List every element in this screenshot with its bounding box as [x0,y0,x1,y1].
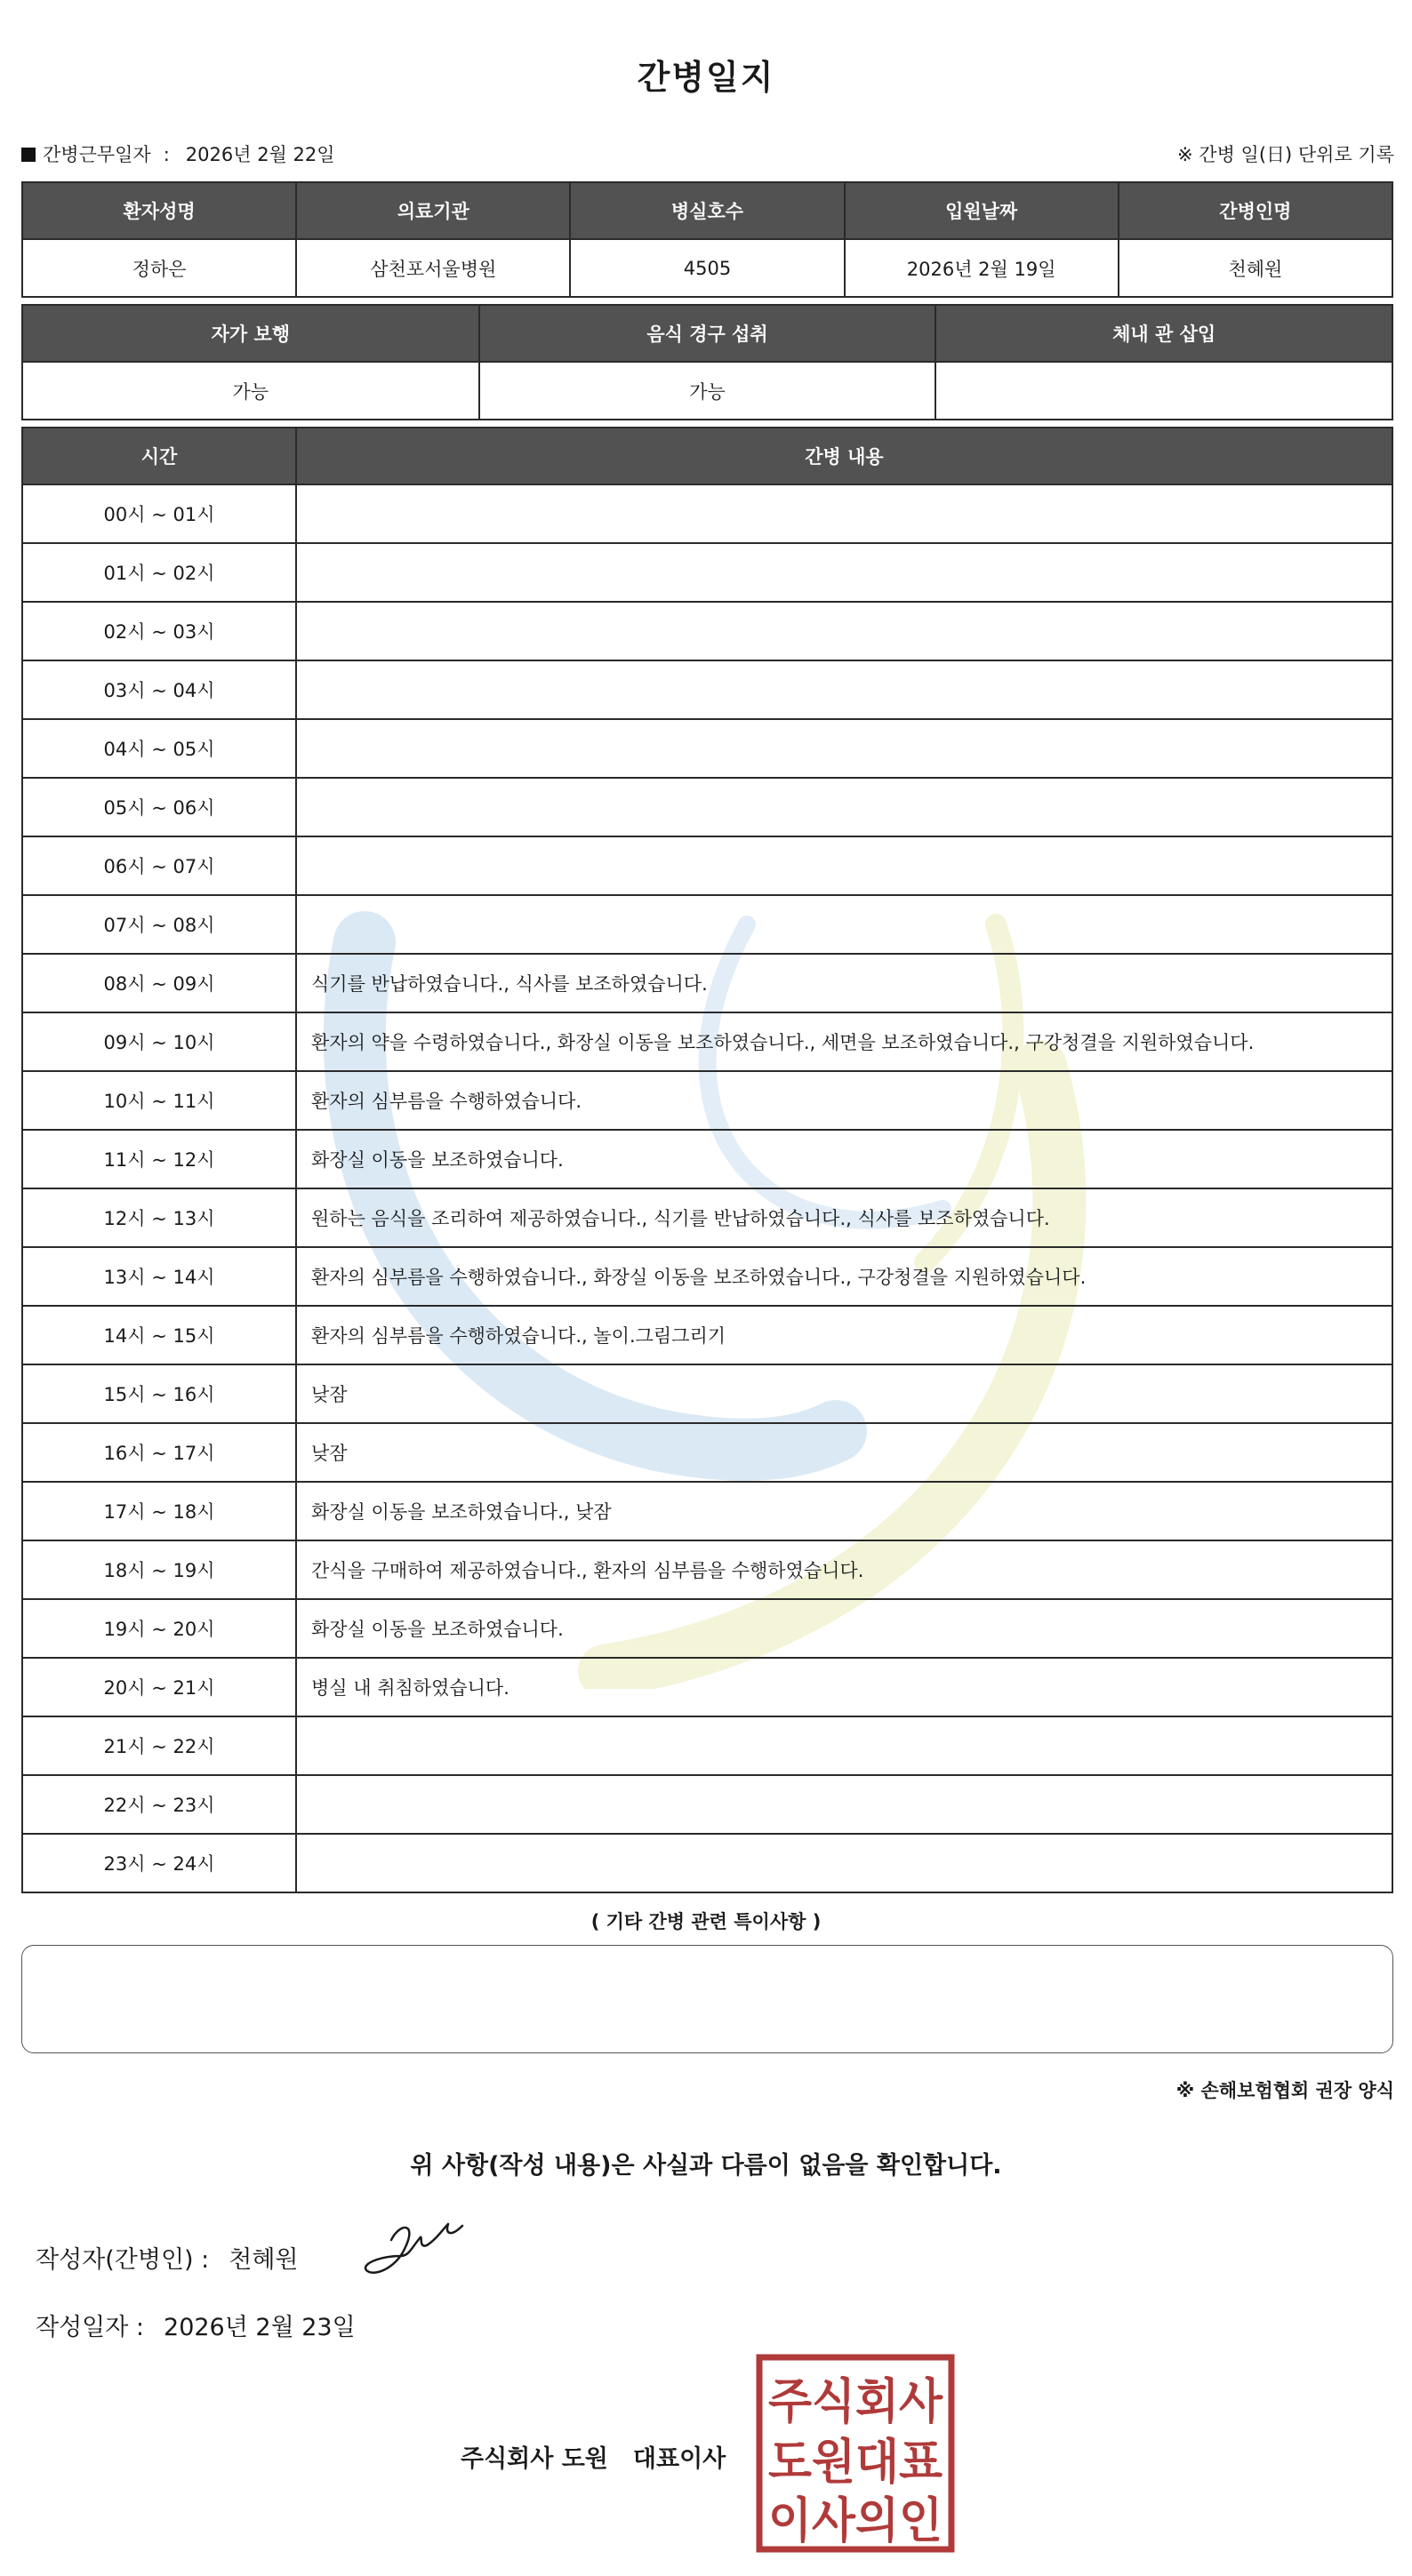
care-log-row [22,1012,1392,1071]
patient-info-header-row [22,182,1392,239]
care-log-time: 17시 ~ 18시 [22,1482,296,1540]
care-log-row [22,1071,1392,1130]
care-log-row [22,778,1392,836]
care-log-content: 낮잠 [296,1364,1392,1423]
work-date-label: 간병근무일자 [43,144,151,165]
header-tube-insertion: 체내 관 삽입 [935,305,1392,362]
care-log-row [22,602,1392,660]
care-log-row [22,1188,1392,1247]
notes-box [21,1945,1393,2053]
header-self-walking: 자가 보행 [22,305,479,362]
care-log-time: 16시 ~ 17시 [22,1423,296,1482]
care-log-time: 00시 ~ 01시 [22,484,296,543]
seal-line-3: 이사의인 [768,2492,943,2548]
care-log-row [22,1130,1392,1188]
square-bullet-icon [21,148,36,162]
care-log-time: 07시 ~ 08시 [22,895,296,954]
care-log-content: 화장실 이동을 보조하였습니다., 낮잠 [296,1482,1392,1540]
care-log-row [22,484,1392,543]
care-log-content: 화장실 이동을 보조하였습니다. [296,1599,1392,1658]
writer-label: 작성자(간병인) : [36,2246,210,2274]
care-log-content: 환자의 심부름을 수행하였습니다., 화장실 이동을 보조하였습니다., 구강청결을 지원하였습니다. [296,1247,1392,1306]
header-caregiver-name: 간병인명 [1119,182,1392,239]
care-log-content: 환자의 심부름을 수행하였습니다., 놀이.그림그리기 [296,1306,1392,1364]
work-date-separator: : [163,144,170,165]
status-value-row [22,362,1392,420]
care-log-content [296,543,1392,602]
care-log-row [22,543,1392,602]
written-date-label: 작성일자 : [36,2314,145,2341]
confirmation-statement: 위 사항(작성 내용)은 사실과 다름이 없음을 확인합니다. [410,2152,1002,2180]
care-log-row [22,1716,1392,1775]
care-log-time: 10시 ~ 11시 [22,1071,296,1130]
handwritten-signature [356,2213,489,2284]
care-log-row [22,1599,1392,1658]
patient-name-value: 정하은 [22,239,296,297]
daily-record-note: ※ 간병 일(日) 단위로 기록 [1177,144,1394,165]
status-header-row [22,305,1392,362]
care-log-content: 병실 내 취침하였습니다. [296,1658,1392,1716]
writer-line [36,2240,299,2275]
care-log-time: 11시 ~ 12시 [22,1130,296,1188]
care-log-time: 06시 ~ 07시 [22,836,296,895]
care-log-content: 원하는 음식을 조리하여 제공하였습니다., 식기를 반납하였습니다., 식사를 보조하였습니다. [296,1188,1392,1247]
header-care-content: 간병 내용 [296,428,1392,484]
care-log-row [22,1306,1392,1364]
care-log-time: 14시 ~ 15시 [22,1306,296,1364]
admission-date-value: 2026년 2월 19일 [845,239,1119,297]
header-institution: 의료기관 [296,182,570,239]
care-log-row [22,1423,1392,1482]
writer-name: 천혜원 [229,2246,299,2274]
care-log-content: 환자의 약을 수령하였습니다., 화장실 이동을 보조하였습니다., 세면을 보조하였습니다., 구강청결을 지원하였습니다. [296,1012,1392,1071]
self-walking-value: 가능 [22,362,479,420]
care-log-time: 13시 ~ 14시 [22,1247,296,1306]
care-log-row [22,719,1392,778]
care-log-header-row [22,428,1392,484]
form-source-note: ※ 손해보험협회 권장 양식 [1175,2080,1394,2101]
care-log-content [296,484,1392,543]
care-log-content [296,602,1392,660]
care-log-time: 22시 ~ 23시 [22,1775,296,1834]
company-line [461,2439,726,2474]
care-log-time: 19시 ~ 20시 [22,1599,296,1658]
care-log-content [296,1716,1392,1775]
care-log-time: 12시 ~ 13시 [22,1188,296,1247]
care-log-time: 21시 ~ 22시 [22,1716,296,1775]
care-log-content: 낮잠 [296,1423,1392,1482]
seal-line-1: 주식회사 [768,2373,943,2429]
care-log-content [296,778,1392,836]
care-log-content: 간식을 구매하여 제공하였습니다., 환자의 심부름을 수행하였습니다. [296,1540,1392,1599]
oral-intake-value: 가능 [479,362,936,420]
written-date-value: 2026년 2월 23일 [164,2314,356,2341]
care-log-time: 08시 ~ 09시 [22,954,296,1012]
care-log-content [296,1775,1392,1834]
care-log-table [21,427,1393,1893]
care-log-row [22,1775,1392,1834]
care-log-time: 04시 ~ 05시 [22,719,296,778]
patient-status-table [21,304,1393,420]
patient-info-table [21,181,1393,298]
patient-info-value-row [22,239,1392,297]
company-name: 주식회사 도원 [461,2445,608,2473]
care-log-content [296,719,1392,778]
care-log-time: 02시 ~ 03시 [22,602,296,660]
company-seal-stamp [756,2354,955,2553]
care-log-row [22,660,1392,719]
care-log-row [22,1482,1392,1540]
header-time: 시간 [22,428,296,484]
care-log-row [22,1247,1392,1306]
care-log-row [22,836,1392,895]
notes-title: ( 기타 간병 관련 특이사항 ) [590,1911,822,1932]
caregiver-name-value: 천혜원 [1119,239,1392,297]
care-log-content: 환자의 심부름을 수행하였습니다. [296,1071,1392,1130]
care-log-content: 식기를 반납하였습니다., 식사를 보조하였습니다. [296,954,1392,1012]
care-log-time: 15시 ~ 16시 [22,1364,296,1423]
page-title: 간병일지 [637,58,775,97]
care-log-content: 화장실 이동을 보조하였습니다. [296,1130,1392,1188]
header-oral-intake: 음식 경구 섭취 [479,305,936,362]
representative-title: 대표이사 [632,2445,726,2473]
care-log-time: 05시 ~ 06시 [22,778,296,836]
care-log-row [22,1364,1392,1423]
care-log-row [22,1834,1392,1892]
work-date-line [21,140,335,167]
header-patient-name: 환자성명 [22,182,296,239]
care-log-row [22,1658,1392,1716]
care-log-content [296,660,1392,719]
care-log-time: 09시 ~ 10시 [22,1012,296,1071]
tube-insertion-value [935,362,1392,420]
care-log-time: 23시 ~ 24시 [22,1834,296,1892]
care-log-time: 03시 ~ 04시 [22,660,296,719]
header-admission-date: 입원날짜 [845,182,1119,239]
care-log-content [296,836,1392,895]
written-date-line [36,2308,356,2342]
care-log-row [22,895,1392,954]
care-log-time: 18시 ~ 19시 [22,1540,296,1599]
room-number-value: 4505 [570,239,844,297]
care-log-row [22,1540,1392,1599]
seal-line-2: 도원대표 [768,2434,943,2490]
header-room-number: 병실호수 [570,182,844,239]
work-date-value: 2026년 2월 22일 [185,144,335,165]
care-log-time: 20시 ~ 21시 [22,1658,296,1716]
care-log-content [296,895,1392,954]
care-log-content [296,1834,1392,1892]
care-log-row [22,954,1392,1012]
care-log-time: 01시 ~ 02시 [22,543,296,602]
institution-value: 삼천포서울병원 [296,239,570,297]
